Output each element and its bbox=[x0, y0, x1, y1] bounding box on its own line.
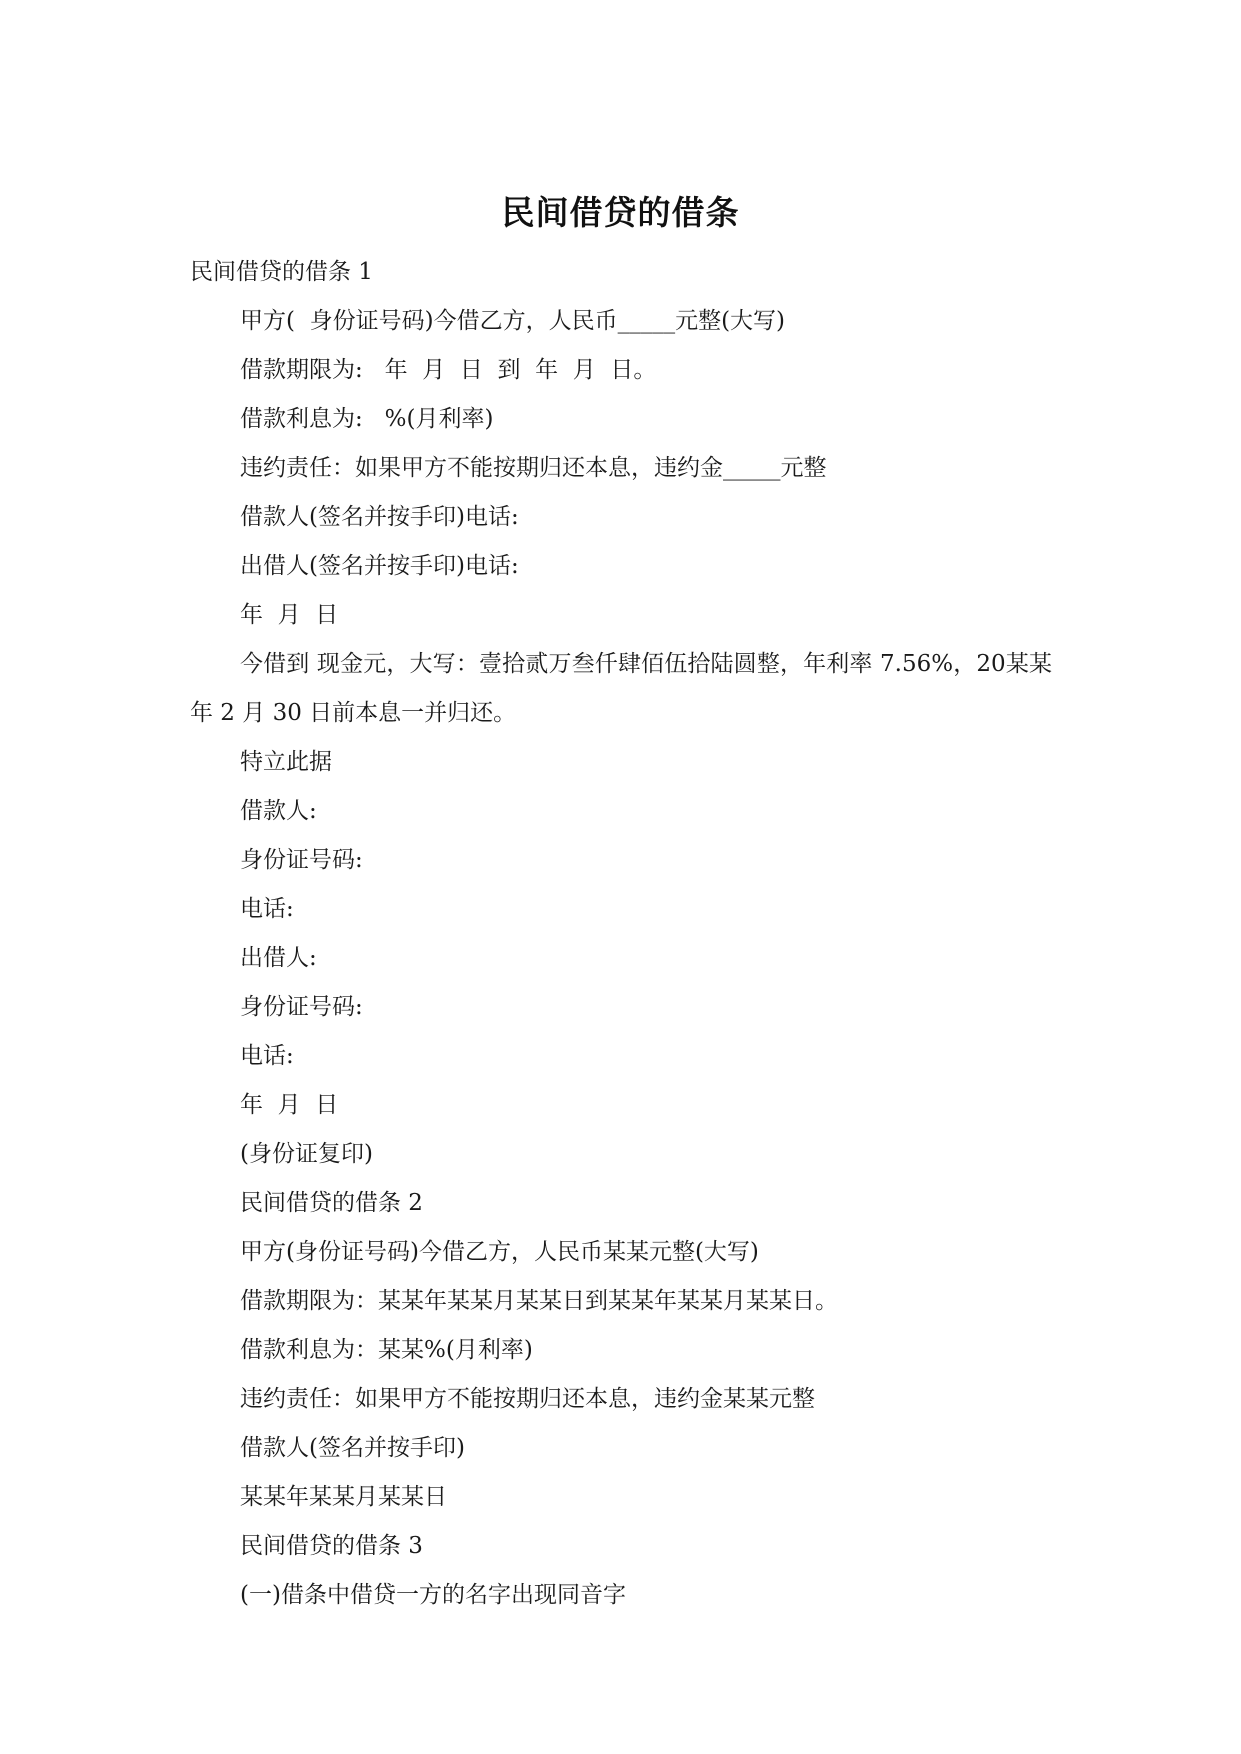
paragraph: 借款人(签名并按手印)电话: bbox=[240, 504, 519, 530]
paragraph: 民间借贷的借条 1 bbox=[190, 259, 373, 285]
paragraph: 电话: bbox=[240, 1043, 294, 1069]
paragraph: 身份证号码: bbox=[240, 994, 363, 1020]
paragraph: 民间借贷的借条 2 bbox=[240, 1190, 423, 1216]
paragraph: 甲方( 身份证号码)今借乙方，人民币_____元整(大写) bbox=[240, 308, 786, 334]
paragraph: 特立此据 bbox=[240, 749, 332, 775]
paragraph: 借款期限为: 年 月 日 到 年 月 日。 bbox=[240, 357, 657, 383]
paragraph: 出借人: bbox=[240, 945, 317, 971]
document-body bbox=[190, 248, 1052, 1620]
paragraph: 借款利息为：某某%(月利率) bbox=[240, 1337, 533, 1363]
paragraph: 违约责任：如果甲方不能按期归还本息，违约金某某元整 bbox=[240, 1386, 815, 1412]
paragraph: 借款利息为: %(月利率) bbox=[240, 406, 494, 432]
paragraph: 借款人: bbox=[240, 798, 317, 824]
paragraph: 年 月 日 bbox=[240, 602, 339, 628]
paragraph: (身份证复印) bbox=[240, 1141, 373, 1167]
paragraph: 借款人(签名并按手印) bbox=[240, 1435, 465, 1461]
paragraph: 身份证号码: bbox=[240, 847, 363, 873]
paragraph: (一)借条中借贷一方的名字出现同音字 bbox=[240, 1582, 626, 1608]
paragraph: 某某年某某月某某日 bbox=[240, 1484, 447, 1510]
paragraph: 借款期限为：某某年某某月某某日到某某年某某月某某日。 bbox=[240, 1288, 838, 1314]
document-title: 民间借贷的借条 bbox=[501, 193, 740, 232]
paragraph: 年 月 日 bbox=[240, 1092, 339, 1118]
paragraph: 违约责任：如果甲方不能按期归还本息，违约金_____元整 bbox=[240, 455, 827, 481]
paragraph: 电话: bbox=[240, 896, 294, 922]
paragraph: 甲方(身份证号码)今借乙方，人民币某某元整(大写) bbox=[240, 1239, 759, 1265]
paragraph: 出借人(签名并按手印)电话: bbox=[240, 553, 519, 579]
paragraph: 民间借贷的借条 3 bbox=[240, 1533, 423, 1559]
paragraph: 今借到 现金元，大写：壹拾贰万叁仟肆佰伍拾陆圆整，年利率 7.56%，20某某年 2 月 30 日前本息一并归还。 bbox=[190, 651, 1052, 726]
